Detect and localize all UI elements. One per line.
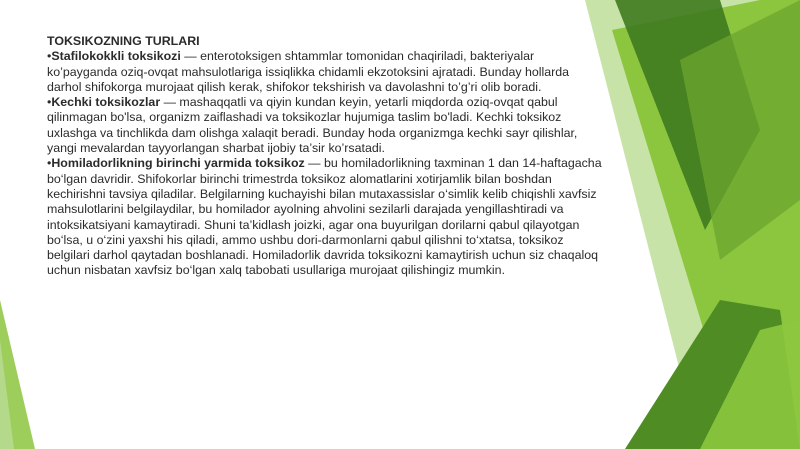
- list-item: [47, 49, 602, 95]
- item-term: Homiladorlikning birinchi yarmida toksikoz: [51, 156, 305, 171]
- list-item: [47, 95, 602, 156]
- item-term: Stafilokokkli toksikozi: [51, 49, 181, 64]
- bullet: •: [47, 156, 52, 171]
- item-text: — enterotoksigen shtammlar tomonidan chaqiriladi, bakteriyalar ko’payganda oziq-ovqat mahsulotlariga issiqlikka chidamli ekzotoksini ajratadi. Bunday hollarda darhol shifokorga murojaat qilish kerak, shifokor tekshirish va davolashni to’g’ri olib boradi.: [47, 49, 570, 94]
- item-term: Kechki toksikozlar: [51, 95, 161, 110]
- bullet: •: [47, 95, 52, 110]
- list-item: [47, 156, 602, 278]
- item-text: — bu homiladorlikning taxminan 1 dan 14-haftagacha bo‘lgan davridir. Shifokorlar birinchi trimestrda toksikoz alomatlarini xotirjamlik bilan boshdan kechirishni tavsiya qiladilar. Belgilarning kuchayishi bilan mutaxassislar o‘simlik kelib chiqishli xavfsiz mahsulotlarini belgilaydilar, bu homilador ayolning ahvolini sezilarli darajada yengillashtiradi va intoksikatsiyani kamaytiradi. Shuni ta’kidlash joizki, agar ona buyurilgan dorilarni qabul qilayotgan bo‘lsa, u o‘zini yaxshi his qiladi, ammo ushbu dori-darmonlarni qabul qilishni to‘xtatsa, toksikoz belgilari darhol qaytadan boshlanadi. Homiladorlik davrida toksikozni kamaytirish uchun siz chaqaloq uchun nisbatan xavfsiz bo‘lgan xalq tabobati usullariga murojaat qilishingiz mumkin.: [47, 156, 602, 278]
- slide-title: TOKSIKOZNING TURLARI: [47, 34, 200, 48]
- item-text: — mashaqqatli va qiyin kundan keyin, yetarli miqdorda oziq-ovqat qabul qilinmagan bo'lsa, organizm zaiflashadi va toksikozlar hujumiga taslim bo'ladi. Kechki toksikoz uxlashga va tinchlikda dam olishga xalaqit beradi. Bunday hoda organizmga kechki sayr qilishlar, yangi mevalardan tayyorlangan sharbat ijobiy ta’sir ko’rsatadi.: [47, 95, 578, 156]
- slide-content: [47, 34, 602, 279]
- bullet: •: [47, 49, 52, 64]
